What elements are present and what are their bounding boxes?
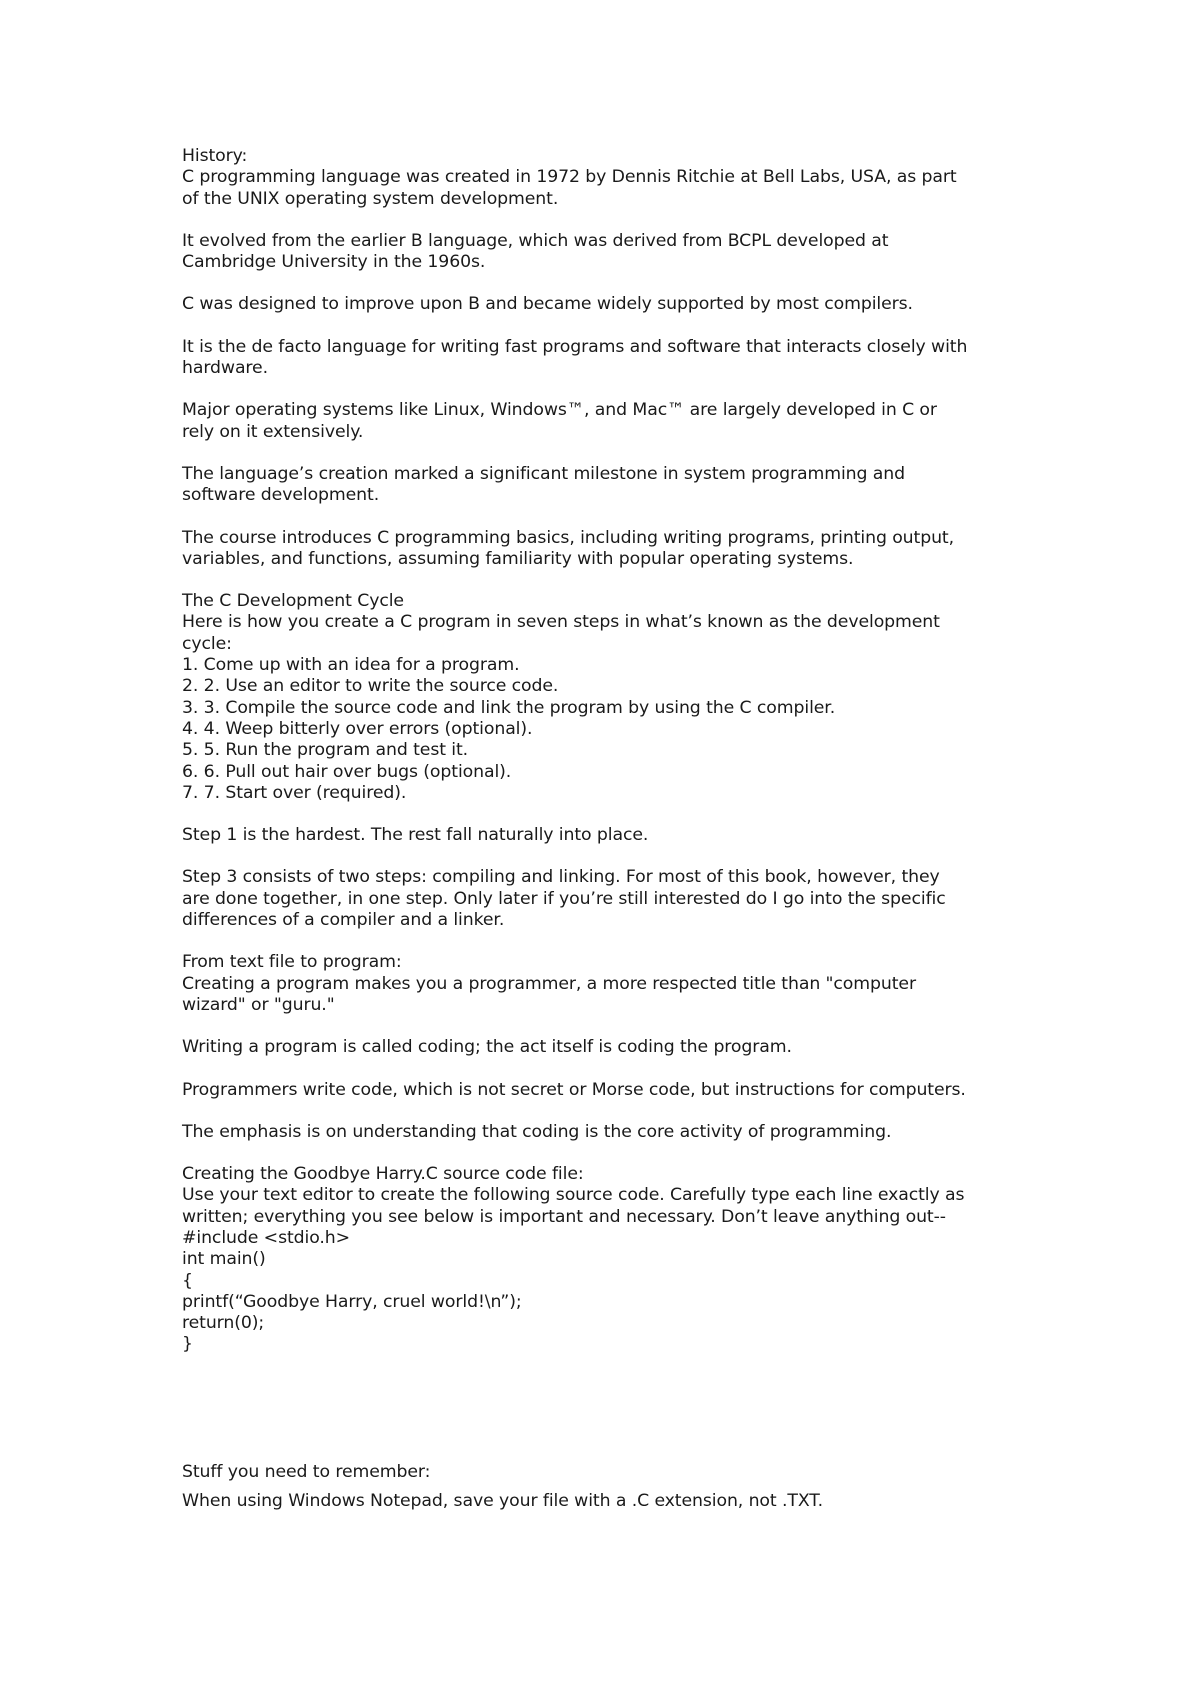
paragraph-line: Creating a program makes you a programmer, a more respected title than "computer	[182, 973, 916, 994]
paragraph-line: wizard" or "guru."	[182, 994, 335, 1015]
history-heading: History:	[182, 146, 248, 166]
paragraph-gap	[182, 379, 1042, 400]
dev-cycle-heading: The C Development Cycle	[182, 591, 404, 612]
dev-cycle-step: 5. 5. Run the program and test it.	[182, 740, 469, 761]
section-gap	[182, 1356, 1042, 1462]
paragraph-line: It evolved from the earlier B language, which was derived from BCPL developed at	[182, 230, 889, 251]
text-file-heading: From text file to program:	[182, 952, 402, 973]
paragraph-gap	[182, 931, 1042, 952]
code-line: int main()	[182, 1249, 266, 1270]
paragraph-line: Writing a program is called coding; the act itself is coding the program.	[182, 1037, 792, 1058]
paragraph-gap	[182, 316, 1042, 337]
paragraph-gap	[182, 570, 1042, 591]
paragraph-gap	[182, 1101, 1042, 1122]
dev-cycle-step: 4. 4. Weep bitterly over errors (optional).	[182, 718, 533, 739]
paragraph-line: The emphasis is on understanding that coding is the core activity of programming.	[182, 1121, 892, 1142]
dev-cycle-step: 1. Come up with an idea for a program.	[182, 655, 520, 676]
dev-cycle-intro-line: cycle:	[182, 633, 232, 654]
paragraph-gap	[182, 507, 1042, 528]
paragraph-line: hardware.	[182, 358, 268, 379]
dev-cycle-step: 3. 3. Compile the source code and link the program by using the C compiler.	[182, 697, 836, 718]
document-body	[182, 146, 1042, 1512]
code-line: }	[182, 1334, 193, 1355]
paragraph-line: The course introduces C programming basics, including writing programs, printing output,	[182, 527, 955, 548]
code-line: printf(“Goodbye Harry, cruel world!\n”);	[182, 1291, 522, 1312]
paragraph-line: C was designed to improve upon B and became widely supported by most compilers.	[182, 294, 913, 315]
paragraph-line: written; everything you see below is important and necessary. Don’t leave anything out--	[182, 1206, 946, 1227]
paragraph-line: Step 3 consists of two steps: compiling and linking. For most of this book, however, they	[182, 867, 940, 888]
paragraph-gap	[182, 1016, 1042, 1037]
code-line: return(0);	[182, 1313, 265, 1334]
goodbye-heading: Creating the Goodbye Harry.C source code file:	[182, 1164, 584, 1185]
paragraph-line: Cambridge University in the 1960s.	[182, 252, 486, 273]
paragraph-gap	[182, 443, 1042, 464]
dev-cycle-step: 2. 2. Use an editor to write the source code.	[182, 676, 559, 697]
paragraph-line: It is the de facto language for writing fast programs and software that interacts closely with	[182, 336, 968, 357]
code-line: {	[182, 1270, 193, 1291]
dev-cycle-intro-line: Here is how you create a C program in seven steps in what’s known as the development	[182, 612, 940, 633]
paragraph-line: Use your text editor to create the following source code. Carefully type each line exactly as	[182, 1185, 965, 1206]
paragraph-gap	[182, 846, 1042, 867]
paragraph-gap	[182, 1143, 1042, 1164]
dev-cycle-step: 6. 6. Pull out hair over bugs (optional).	[182, 761, 512, 782]
remember-line: When using Windows Notepad, save your file with a .C extension, not .TXT.	[182, 1491, 824, 1512]
line-gap	[182, 1483, 1042, 1491]
paragraph-gap	[182, 1059, 1042, 1080]
paragraph-line: Step 1 is the hardest. The rest fall naturally into place.	[182, 825, 649, 846]
paragraph-line: variables, and functions, assuming familiarity with popular operating systems.	[182, 548, 854, 569]
paragraph-line: Programmers write code, which is not secret or Morse code, but instructions for computers.	[182, 1079, 966, 1100]
paragraph-gap	[182, 210, 1042, 231]
paragraph-line: Major operating systems like Linux, Windows™, and Mac™ are largely developed in C or	[182, 400, 937, 421]
paragraph-line: rely on it extensively.	[182, 421, 364, 442]
dev-cycle-step: 7. 7. Start over (required).	[182, 782, 407, 803]
remember-heading: Stuff you need to remember:	[182, 1461, 431, 1482]
code-line: #include <stdio.h>	[182, 1227, 351, 1248]
paragraph-line: The language’s creation marked a significant milestone in system programming and	[182, 463, 905, 484]
paragraph-line: differences of a compiler and a linker.	[182, 910, 505, 931]
paragraph-line: software development.	[182, 485, 380, 506]
paragraph-line: are done together, in one step. Only later if you’re still interested do I go into the specific	[182, 888, 946, 909]
paragraph-gap	[182, 273, 1042, 294]
paragraph-gap	[182, 804, 1042, 825]
history-line: C programming language was created in 1972 by Dennis Ritchie at Bell Labs, USA, as part	[182, 167, 957, 188]
history-line: of the UNIX operating system development.	[182, 188, 559, 209]
